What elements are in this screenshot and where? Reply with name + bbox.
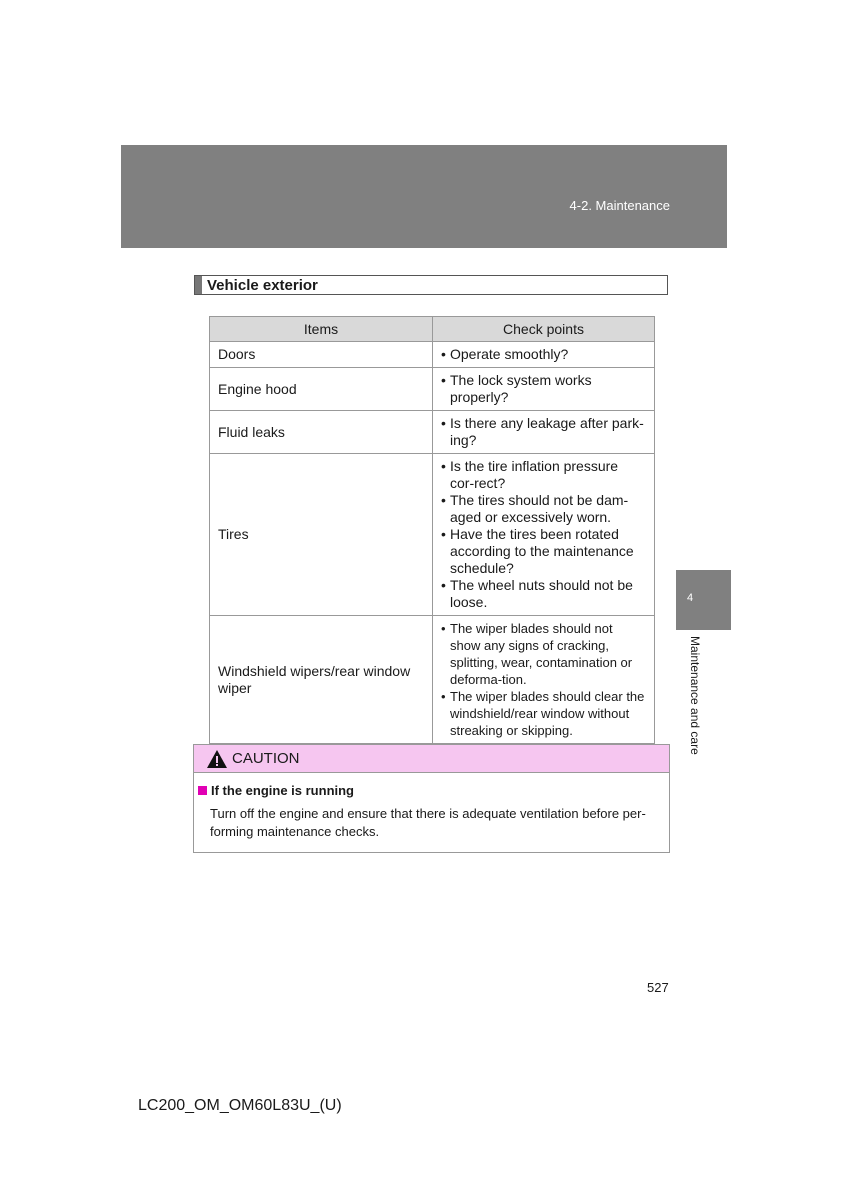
table-row — [210, 368, 655, 411]
warning-icon — [206, 749, 228, 769]
check-point: • The lock system works properly? — [441, 372, 646, 406]
check-cell — [433, 342, 655, 368]
check-point: • Is the tire inflation pressure cor-rect? — [441, 458, 646, 492]
item-cell: Engine hood — [210, 368, 433, 411]
column-header-check-points: Check points — [433, 317, 655, 342]
check-cell — [433, 454, 655, 616]
check-table — [209, 316, 655, 744]
caution-header — [194, 745, 669, 773]
caution-body: Turn off the engine and ensure that there is adequate ventilation before per-forming maintenance checks. — [210, 806, 646, 839]
caution-title: CAUTION — [232, 750, 300, 767]
caution-subheading-text: If the engine is running — [211, 783, 354, 798]
check-point: • Is there any leakage after park-ing? — [441, 415, 646, 449]
chapter-number: 4 — [687, 592, 694, 604]
header-band — [121, 145, 727, 248]
caution-subheading — [198, 783, 669, 798]
table-row — [210, 342, 655, 368]
check-point: • The tires should not be dam-aged or excessively worn. — [441, 492, 646, 526]
check-cell — [433, 616, 655, 744]
check-cell — [433, 411, 655, 454]
check-point: • The wiper blades should clear the windshield/rear window without streaking or skipping. — [441, 688, 646, 739]
check-cell — [433, 368, 655, 411]
section-heading — [194, 275, 668, 295]
section-heading-text: Vehicle exterior — [207, 276, 318, 294]
chapter-tab — [676, 570, 731, 630]
check-point: • The wiper blades should not show any signs of cracking, splitting, wear, contamination or deforma-tion. — [441, 620, 646, 688]
table-row — [210, 411, 655, 454]
column-header-items: Items — [210, 317, 433, 342]
caution-box — [193, 744, 670, 853]
check-point: • Have the tires been rotated according to the maintenance schedule? — [441, 526, 646, 577]
chapter-label: Maintenance and care — [688, 636, 702, 755]
check-point: • Operate smoothly? — [441, 346, 646, 363]
page-number: 527 — [647, 980, 669, 995]
table-row — [210, 616, 655, 744]
item-cell: Tires — [210, 454, 433, 616]
document-code: LC200_OM_OM60L83U_(U) — [138, 1097, 342, 1114]
square-bullet-icon — [198, 786, 207, 795]
item-cell: Doors — [210, 342, 433, 368]
table-row — [210, 454, 655, 616]
item-cell: Windshield wipers/rear window wiper — [210, 616, 433, 744]
item-cell: Fluid leaks — [210, 411, 433, 454]
check-point: • The wheel nuts should not be loose. — [441, 577, 646, 611]
section-title: 4-2. Maintenance — [569, 198, 670, 213]
heading-bar — [195, 276, 202, 294]
